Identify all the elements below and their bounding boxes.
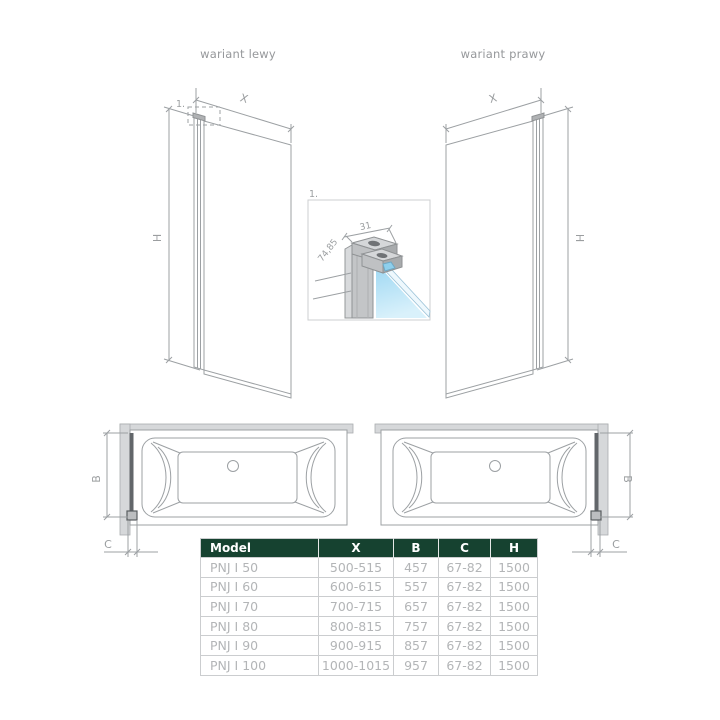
wall-profile	[194, 117, 204, 370]
table-row	[201, 597, 538, 617]
dimension-h-left	[151, 106, 200, 370]
cell-b: 757	[394, 616, 439, 636]
dimension-c-left	[104, 521, 158, 557]
profile-detail-box	[308, 189, 430, 320]
cell-h: 1500	[491, 577, 538, 597]
table-header-h: H	[491, 539, 538, 558]
dim-label-7485: 74,85	[316, 237, 341, 264]
cell-x: 600-615	[319, 577, 394, 597]
dim-label-b: B	[90, 475, 103, 483]
table-header-x: X	[319, 539, 394, 558]
cell-model: PNJ I 60	[201, 577, 319, 597]
screen-bottom-bracket	[591, 511, 601, 520]
cell-c: 67-82	[439, 616, 491, 636]
cell-x: 700-715	[319, 597, 394, 617]
tub-outline	[130, 430, 347, 525]
cell-b: 957	[394, 655, 439, 675]
variant-left-title: wariant lewy	[200, 47, 276, 61]
table-header-c: C	[439, 539, 491, 558]
table-row	[201, 616, 538, 636]
cell-model: PNJ I 50	[201, 558, 319, 578]
cell-b: 457	[394, 558, 439, 578]
table-header-b: B	[394, 539, 439, 558]
glass-pane	[204, 121, 291, 394]
dim-label-c: C	[104, 538, 112, 551]
cell-model: PNJ I 100	[201, 655, 319, 675]
cell-h: 1500	[491, 636, 538, 656]
dim-label-h: H	[573, 233, 586, 243]
cell-model: PNJ I 90	[201, 636, 319, 656]
cell-c: 67-82	[439, 655, 491, 675]
cell-h: 1500	[491, 655, 538, 675]
table-header-row	[201, 539, 538, 558]
drain	[490, 461, 501, 472]
cell-h: 1500	[491, 558, 538, 578]
dim-label-h: H	[151, 233, 164, 243]
dim-label-31: 31	[358, 220, 373, 234]
screen-bottom-bracket	[127, 511, 137, 520]
dimension-c-right	[572, 521, 627, 557]
cell-c: 67-82	[439, 636, 491, 656]
cell-c: 67-82	[439, 558, 491, 578]
wall-profile	[533, 117, 543, 370]
right-panel-drawing	[443, 88, 586, 398]
cell-b: 557	[394, 577, 439, 597]
cell-model: PNJ I 80	[201, 616, 319, 636]
dim-label-b: B	[621, 475, 634, 483]
dim-label-c: C	[612, 538, 620, 551]
detail-box-label: 1.	[309, 189, 319, 200]
cell-b: 857	[394, 636, 439, 656]
spec-table	[200, 538, 538, 676]
cell-x: 900-915	[319, 636, 394, 656]
cell-c: 67-82	[439, 577, 491, 597]
variant-right-title: wariant prawy	[460, 47, 546, 61]
cell-b: 657	[394, 597, 439, 617]
glass-pane	[446, 121, 533, 394]
callout-label: 1.	[176, 99, 186, 110]
table-row	[201, 655, 538, 675]
dim-label-x: X	[238, 91, 250, 106]
drain	[228, 461, 239, 472]
dim-label-x: X	[487, 91, 499, 106]
cell-x: 800-815	[319, 616, 394, 636]
table-row	[201, 558, 538, 578]
cell-h: 1500	[491, 616, 538, 636]
profile-side-face	[345, 245, 352, 318]
cell-x: 1000-1015	[319, 655, 394, 675]
table-header-model: Model	[201, 539, 319, 558]
left-panel-drawing	[151, 88, 294, 398]
cell-x: 500-515	[319, 558, 394, 578]
cell-h: 1500	[491, 597, 538, 617]
cell-model: PNJ I 70	[201, 597, 319, 617]
table-row	[201, 636, 538, 656]
dimension-h-right	[537, 106, 586, 370]
table-row	[201, 577, 538, 597]
tub-outline	[381, 430, 598, 525]
cell-c: 67-82	[439, 597, 491, 617]
